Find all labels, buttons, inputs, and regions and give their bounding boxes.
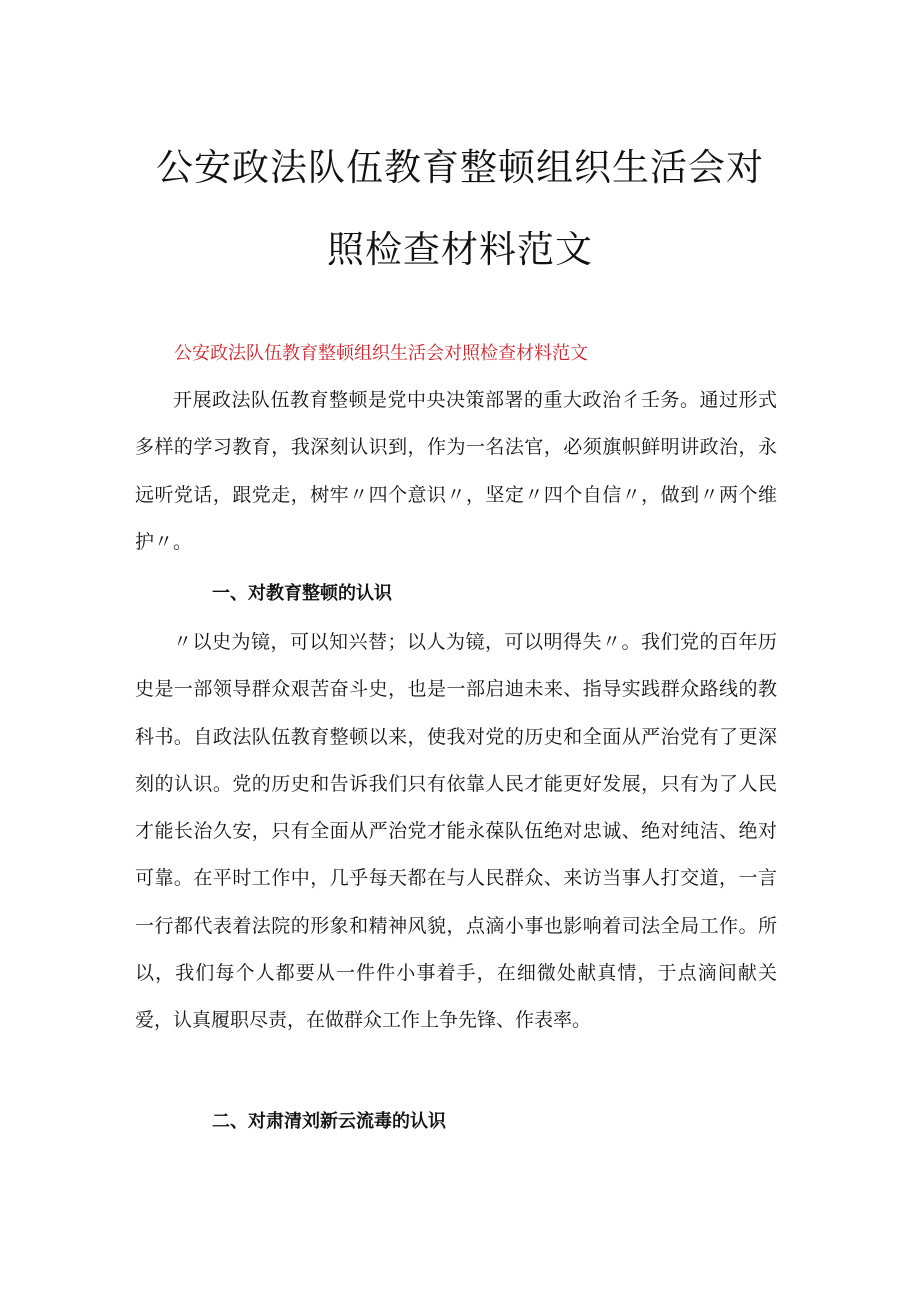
section-1-paragraph: 〃以史为镜，可以知兴替；以人为镜，可以明得失〃。我们党的百年历史是一部领导群众艰苦奋斗史，也是一部启迪未来、指导实践群众路线的教科书。自政法队伍教育整顿以来，使我对党的历史和全面从严治党有了更深刻的认识。党的历史和告诉我们只有依靠人民才能更好发展，只有为了人民才能长治久安，只有全面从严治党才能永葆队伍绝对忠诚、绝对纯洁、绝对可靠。在平时工作中，几乎每天都在与人民群众、来访当事人打交道，一言一行都代表着法院的形象和精神风貌，点滴小事也影响着司法全局工作。所以，我们每个人都要从一件件小事着手，在细微处献真情，于点滴间献关爱，认真履职尽责，在做群众工作上争先锋、作表率。	[135, 631, 777, 1032]
section-heading-1: 一、对教育整顿的认识	[212, 583, 392, 604]
document-subtitle: 公安政法队伍教育整顿组织生活会对照检查材料范文	[174, 343, 588, 364]
document-title-line-2: 照检查材料范文	[327, 228, 593, 271]
intro-paragraph: 开展政法队伍教育整顿是党中央决策部署的重大政治彳壬务。通过形式多样的学习教育，我深刻认识到，作为一名法官，必须旗帜鲜明讲政治，永远听党话，跟党走，树牢〃四个意识〃，坚定〃四个自信〃，做到〃两个维护〃。	[135, 389, 777, 553]
section-heading-2: 二、对肃清刘新云流毒的认识	[212, 1111, 446, 1132]
document-title-line-1: 公安政法队伍教育整顿组织生活会对	[156, 146, 764, 189]
